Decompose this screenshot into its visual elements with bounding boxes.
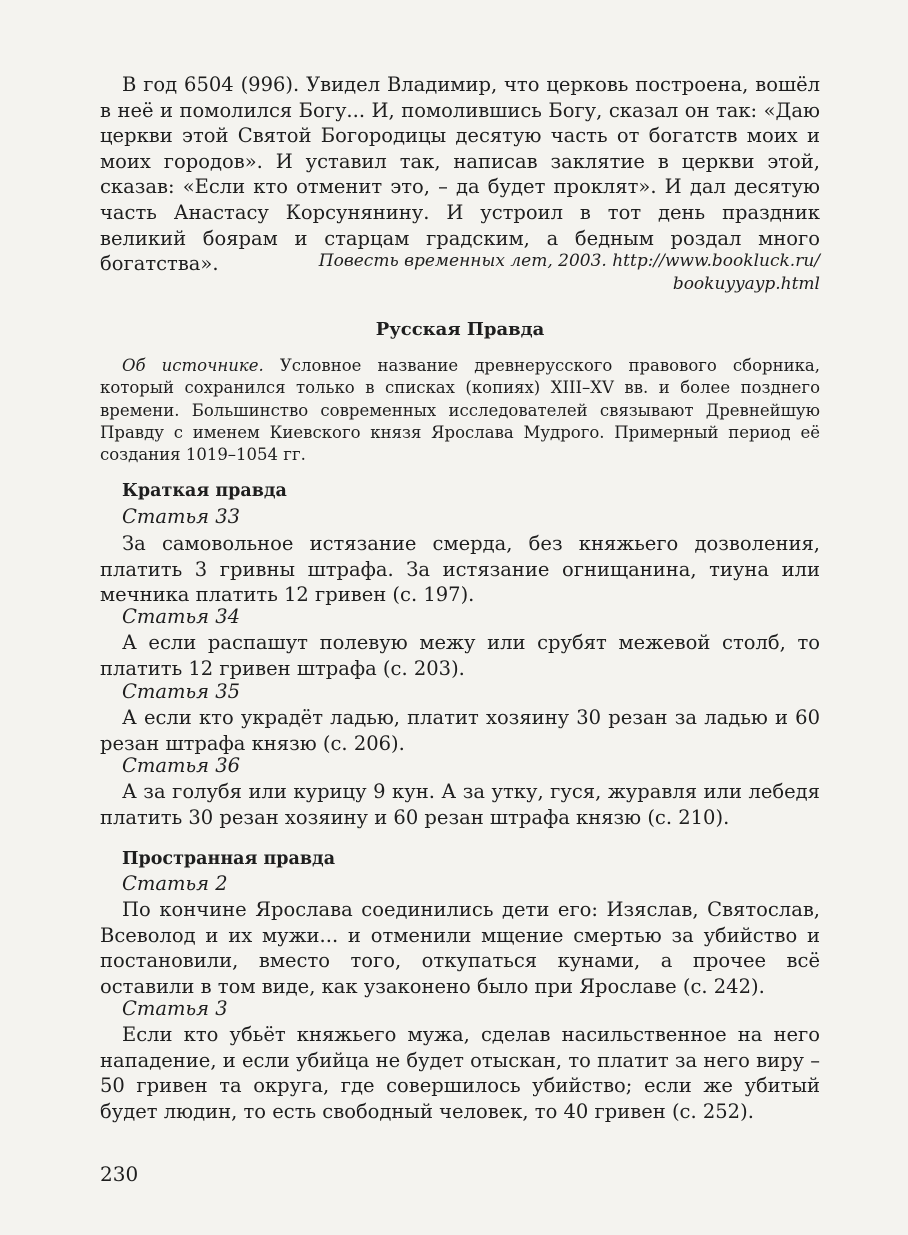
section-title: Русская Правда [375, 319, 545, 340]
short-pravda-title: Краткая правда [122, 481, 287, 501]
article-text: А если кто украдёт ладью, платит хозяину 30 резан за ладью и 60 резан штрафа князю (с. 206). [100, 706, 820, 755]
article-title: Статья 34 [122, 605, 241, 628]
source-line-2: bookuyyayp.html [672, 274, 820, 294]
page-number: 230 [100, 1162, 139, 1186]
article-title: Статья 36 [122, 754, 241, 777]
article-text: А если распашут полевую межу или срубят межевой столб, то платить 12 гривен штрафа (с. 203). [100, 631, 820, 680]
article-title: Статья 3 [122, 997, 228, 1020]
long-pravda-title: Пространная правда [122, 849, 336, 869]
article-text: Если кто убьёт княжьего мужа, сделав насильственное на него нападение, и если убийца не будет отыскан, то платит за него виру – 50 гривен та округа, где совершилось убийство; если же убитый будет людин, то есть свободный человек, то 40 гривен (с. 252). [100, 1023, 820, 1123]
about-text: Условное название древнерусского правового сборника, который сохранился только в списках (копиях) XIII–XV вв. и более позднего времени. Большинство современных исследователей связывают Древнейшую Правду с именем Киевского князя Ярослава Мудрого. Примерный период её создания 1019–1054 гг. [100, 356, 820, 465]
source-line-1: Повесть временных лет, 2003. http://www.bookluck.ru/ [318, 251, 820, 271]
article-title: Статья 2 [122, 872, 228, 895]
article-title: Статья 35 [122, 680, 241, 703]
about-source-paragraph [100, 355, 820, 466]
quote-paragraph: В год 6504 (996). Увидел Владимир, что церковь построена, вошёл в неё и помолился Богу... И, помолившись Богу, сказал он так: «Даю церкви этой Святой Богородицы десятую часть от богатств моих и моих городов». И уставил так, написав заклятие в церкви этой, сказав: «Если кто отменит это, – да будет проклят». И дал десятую часть Анастасу Корсунянину. И устроил в тот день праздник великий боярам и старцам градским, а бедным роздал много богатства». [100, 73, 820, 276]
quote-source [100, 250, 820, 296]
article-text: А за голубя или курицу 9 кун. А за утку, гуся, журавля или лебедя платить 30 резан хозяину и 60 резан штрафа князю (с. 210). [100, 780, 820, 829]
about-label: Об источнике. [122, 356, 264, 375]
article-text: За самовольное истязание смерда, без княжьего дозволения, платить 3 гривны штрафа. За истязание огнищанина, тиуна или мечника платить 12 гривен (с. 197). [100, 532, 820, 607]
article-text: По кончине Ярослава соединились дети его: Изяслав, Святослав, Всеволод и их мужи... и отменили мщение смертью за убийство и постановили, вместо того, откупаться кунами, а прочее всё оставили в том виде, как узаконено было при Ярославе (с. 242). [100, 898, 820, 998]
article-title: Статья 33 [122, 505, 241, 528]
